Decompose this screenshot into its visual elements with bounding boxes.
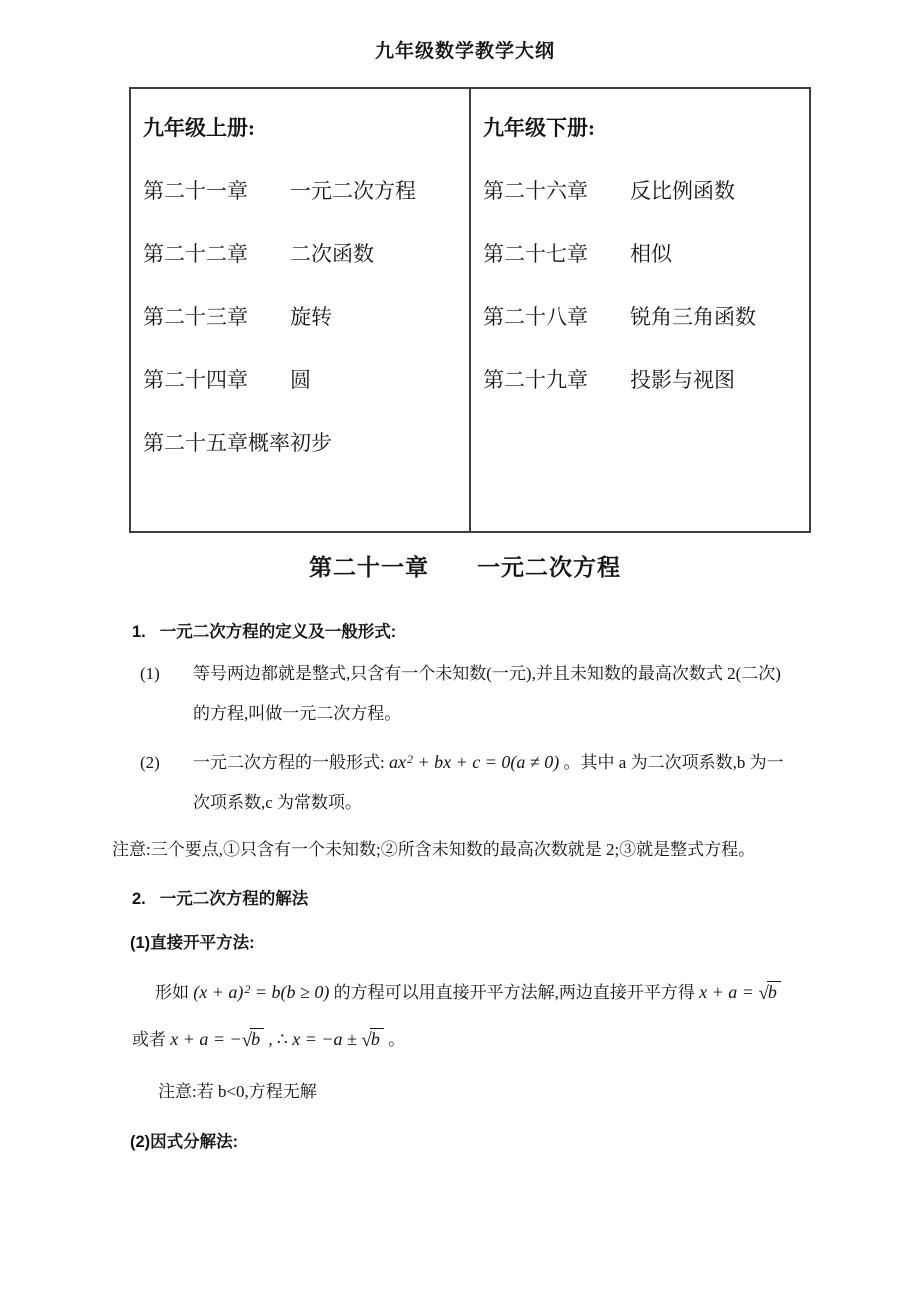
toc-row: 第二十五章概率初步 bbox=[143, 431, 332, 455]
definition-item-2-line-2: 次项系数,c 为常数项。 bbox=[193, 793, 363, 812]
period-mark: 。 bbox=[383, 1030, 406, 1049]
method-1-explanation-line-2 bbox=[110, 1017, 820, 1062]
section-1-heading bbox=[110, 610, 820, 654]
radical-symbol: √ bbox=[758, 983, 769, 1004]
sqrt-expression: √b bbox=[361, 1029, 383, 1049]
toc-left-cell bbox=[130, 88, 470, 532]
toc-row: 第二十六章 反比例函数 bbox=[483, 179, 735, 203]
toc-table bbox=[129, 87, 811, 533]
toc-table-row bbox=[130, 88, 810, 532]
section-2-number: 2. bbox=[132, 890, 146, 908]
doc-title: 九年级数学教学大纲 bbox=[374, 41, 555, 62]
toc-left-header: 九年级上册: bbox=[143, 116, 255, 140]
section-2-heading bbox=[110, 877, 820, 921]
radical-symbol: √ bbox=[241, 1030, 253, 1051]
superscript-2: 2 bbox=[244, 982, 251, 996]
item-2-label: (2) bbox=[140, 753, 160, 772]
note-b-negative: 注意:若 b<0,方程无解 bbox=[158, 1082, 317, 1101]
m1-mid-text: 的方程可以用直接开平方法解,两边直接开平方得 bbox=[329, 983, 700, 1002]
toc-row: 第二十九章 投影与视图 bbox=[483, 368, 735, 392]
sqrt-expression: √b bbox=[758, 982, 780, 1002]
section-1-title: 一元二次方程的定义及一般形式: bbox=[159, 623, 397, 641]
item-1-text-line-1: 等号两边都就是整式,只含有一个未知数(一元),并且未知数的最高次数式 2(二次) bbox=[193, 664, 781, 683]
definition-item-1-line-1 bbox=[110, 654, 820, 694]
toc-right-cell bbox=[470, 88, 810, 532]
solution-formula: x = −a ± √b bbox=[288, 1029, 384, 1049]
section-2-title: 一元二次方程的解法 bbox=[159, 890, 309, 908]
item-2-tail: 。其中 a 为二次项系数,b 为一 bbox=[559, 753, 784, 772]
toc-row: 第二十四章 圆 bbox=[143, 368, 311, 392]
sqrt-expression: √b bbox=[242, 1029, 264, 1049]
sqrt-result-formula: x + a = √b bbox=[699, 982, 781, 1002]
toc-right-header: 九年级下册: bbox=[483, 116, 595, 140]
note-three-points: 注意:三个要点,①只含有一个未知数;②所含未知数的最高次数就是 2;③就是整式方程。 bbox=[112, 840, 756, 859]
square-form-formula: $(x + a)^2 = b(b \ge 0)$ bbox=[193, 982, 330, 1002]
toc-row: 第二十三章 旋转 bbox=[143, 305, 332, 329]
toc-row: 第二十一章 一元二次方程 bbox=[143, 179, 416, 203]
method-1-heading: (1)直接开平方法: bbox=[130, 934, 255, 952]
section-1-number: 1. bbox=[132, 623, 146, 641]
superscript-2: 2 bbox=[406, 752, 413, 766]
chapter-heading: 第二十一章 一元二次方程 bbox=[309, 555, 621, 580]
negative-sqrt-formula: x + a = −√b bbox=[170, 1029, 264, 1049]
definition-item-1-line-2: 的方程,叫做一元二次方程。 bbox=[193, 704, 402, 723]
m1-line2-pre-text: 或者 bbox=[132, 1030, 171, 1049]
m1-pre-text: 形如 bbox=[155, 983, 194, 1002]
definition-item-2-line-1 bbox=[110, 739, 820, 783]
general-form-formula: $ax^2$ + bx + c = 0(a ≠ 0) bbox=[388, 752, 560, 772]
method-2-heading: (2)因式分解法: bbox=[130, 1133, 239, 1151]
toc-row: 第二十二章 二次函数 bbox=[143, 242, 374, 266]
therefore-symbol: ∴ bbox=[276, 1030, 288, 1049]
toc-row: 第二十八章 锐角三角函数 bbox=[483, 305, 756, 329]
item-1-label: (1) bbox=[140, 664, 160, 683]
comma-separator: , bbox=[264, 1030, 277, 1049]
item-2-lead: 一元二次方程的一般形式: bbox=[193, 753, 389, 772]
method-1-explanation-line-1 bbox=[110, 967, 820, 1015]
toc-row: 第二十七章 相似 bbox=[483, 242, 672, 266]
radical-symbol: √ bbox=[361, 1030, 372, 1051]
